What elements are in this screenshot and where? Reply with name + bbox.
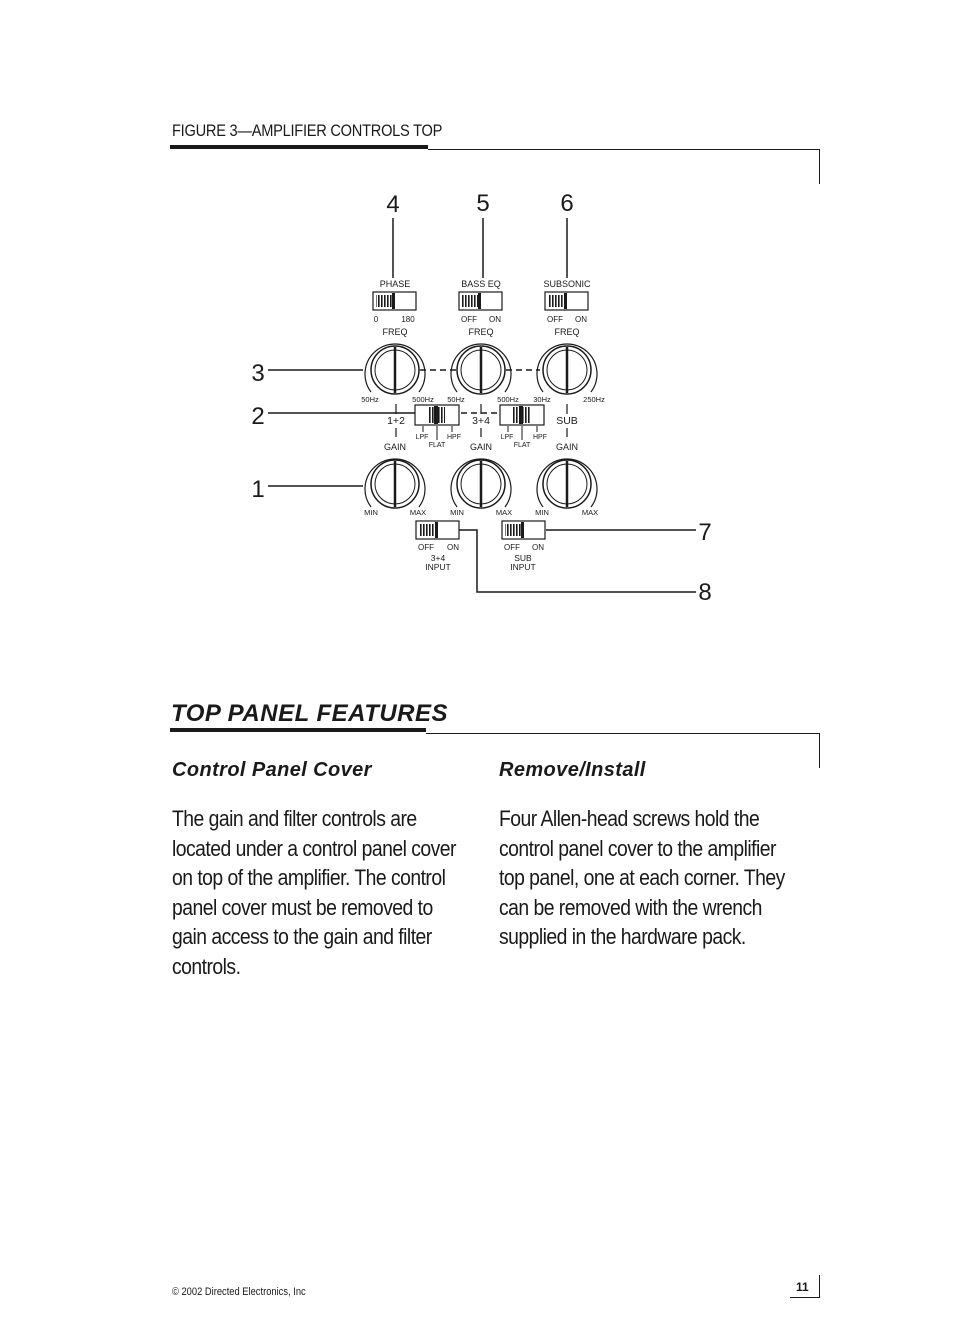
svg-text:OFF: OFF bbox=[504, 543, 520, 552]
callout-2: 2 bbox=[251, 403, 265, 430]
svg-text:SUB: SUB bbox=[514, 553, 532, 563]
phase-switch bbox=[373, 292, 416, 310]
section-rule bbox=[426, 733, 819, 734]
section-title: TOP PANEL FEATURES bbox=[171, 700, 449, 727]
callout-6: 6 bbox=[560, 190, 574, 217]
freq-knob-1 bbox=[365, 344, 425, 394]
freq-knob-2 bbox=[451, 344, 511, 394]
svg-text:180: 180 bbox=[401, 315, 415, 324]
gain-label-3: GAIN bbox=[555, 442, 579, 452]
svg-text:50Hz: 50Hz bbox=[447, 395, 465, 404]
svg-text:500Hz: 500Hz bbox=[497, 395, 519, 404]
svg-text:OFF: OFF bbox=[547, 315, 563, 324]
gain-knob-3 bbox=[537, 459, 597, 508]
page-number-rule bbox=[819, 1275, 820, 1298]
svg-text:FLAT: FLAT bbox=[428, 442, 446, 449]
svg-text:ON: ON bbox=[575, 315, 587, 324]
bass-eq-switch bbox=[459, 292, 502, 310]
callout-1: 1 bbox=[251, 476, 265, 503]
gain-knob-1 bbox=[365, 459, 425, 508]
svg-text:50Hz: 50Hz bbox=[361, 395, 379, 404]
freq-knob-3 bbox=[537, 344, 597, 394]
callout-4: 4 bbox=[386, 191, 400, 218]
input-switch-sub bbox=[502, 521, 545, 539]
figure-title: FIGURE 3—AMPLIFIER CONTROLS TOP bbox=[172, 121, 443, 140]
svg-text:250Hz: 250Hz bbox=[583, 395, 605, 404]
channel-sub: SUB bbox=[556, 415, 578, 427]
callout-7: 7 bbox=[698, 519, 712, 546]
svg-text:30Hz: 30Hz bbox=[533, 395, 551, 404]
svg-text:3+4: 3+4 bbox=[430, 553, 446, 563]
freq-label-1: FREQ bbox=[382, 327, 408, 337]
bass-eq-label: BASS EQ bbox=[461, 279, 501, 289]
svg-text:OFF: OFF bbox=[461, 315, 477, 324]
svg-text:FLAT: FLAT bbox=[513, 442, 531, 449]
col2-text: Four Allen-head screws hold the control panel cover to the amplifier top panel, one at each corner. They can be removed with the wrench supplied in the hardware pack. bbox=[499, 806, 785, 949]
svg-text:ON: ON bbox=[489, 315, 501, 324]
svg-text:MAX: MAX bbox=[581, 508, 599, 517]
callout-8: 8 bbox=[698, 579, 712, 606]
gain-knob-2 bbox=[451, 459, 511, 508]
subsonic-switch bbox=[545, 292, 588, 310]
svg-text:MIN: MIN bbox=[535, 508, 549, 517]
input-switch-3-4 bbox=[416, 521, 459, 539]
svg-text:OFF: OFF bbox=[418, 543, 434, 552]
channel-1-2: 1+2 bbox=[387, 415, 405, 427]
col1-text: The gain and filter controls are located under a control panel cover on top of the amplifier. The control panel cover must be removed to gain access to the gain and filter controls. bbox=[172, 806, 456, 979]
section-title-underline bbox=[170, 728, 426, 732]
col1-heading: Control Panel Cover bbox=[172, 759, 372, 781]
svg-text:HPF: HPF bbox=[447, 434, 461, 441]
phase-label: PHASE bbox=[379, 279, 411, 289]
gain-label-1: GAIN bbox=[383, 442, 407, 452]
col2-heading: Remove/Install bbox=[499, 759, 646, 781]
copyright: © 2002 Directed Electronics, Inc bbox=[172, 1286, 306, 1298]
svg-text:MIN: MIN bbox=[364, 508, 378, 517]
svg-text:0: 0 bbox=[373, 315, 379, 324]
svg-text:MAX: MAX bbox=[409, 508, 427, 517]
callout-3: 3 bbox=[251, 360, 265, 387]
freq-label-2: FREQ bbox=[468, 327, 494, 337]
gain-label-2: GAIN bbox=[469, 442, 493, 452]
section-rule-end bbox=[819, 733, 820, 768]
svg-text:HPF: HPF bbox=[533, 434, 547, 441]
page-number-underline bbox=[790, 1297, 819, 1298]
svg-text:500Hz: 500Hz bbox=[412, 395, 434, 404]
svg-text:ON: ON bbox=[447, 543, 459, 552]
freq-label-3: FREQ bbox=[554, 327, 580, 337]
callout-5: 5 bbox=[476, 190, 490, 217]
amplifier-controls-diagram bbox=[0, 0, 954, 640]
svg-text:MIN: MIN bbox=[450, 508, 464, 517]
channel-3-4: 3+4 bbox=[472, 415, 490, 427]
svg-text:ON: ON bbox=[532, 543, 544, 552]
svg-text:INPUT: INPUT bbox=[510, 562, 536, 572]
svg-text:LPF: LPF bbox=[415, 434, 429, 441]
page-number: 11 bbox=[796, 1280, 809, 1294]
svg-text:MAX: MAX bbox=[495, 508, 513, 517]
subsonic-label: SUBSONIC bbox=[543, 279, 591, 289]
svg-text:INPUT: INPUT bbox=[425, 562, 451, 572]
svg-text:LPF: LPF bbox=[500, 434, 514, 441]
